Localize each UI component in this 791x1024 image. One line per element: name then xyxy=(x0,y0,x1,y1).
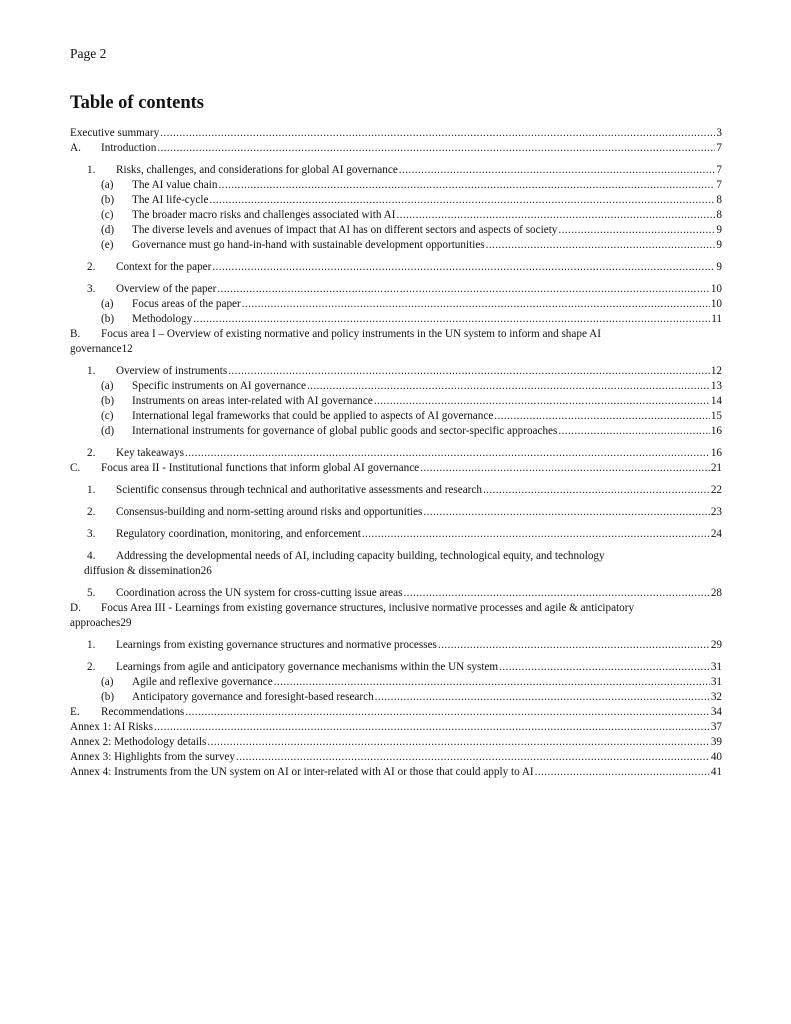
toc-entry-page: 32 xyxy=(710,691,722,703)
toc-entry[interactable] xyxy=(70,705,722,720)
toc-entry-number: (e) xyxy=(101,239,114,251)
toc-entry-text: Annex 1: AI Risks xyxy=(70,721,153,733)
dot-leader xyxy=(274,675,710,690)
toc-entry[interactable] xyxy=(70,193,722,208)
toc-title: Table of contents xyxy=(70,93,204,113)
toc-entry-page: 9 xyxy=(716,261,722,273)
toc-entry[interactable] xyxy=(70,163,722,178)
toc-entry-text: Coordination across the UN system for cross-cutting issue areas xyxy=(116,587,403,599)
toc-entry-page: 29 xyxy=(120,617,132,629)
dot-leader xyxy=(212,260,715,275)
dot-leader xyxy=(375,690,710,705)
toc-entry-page: 34 xyxy=(710,706,722,718)
toc-entry-page: 7 xyxy=(716,164,722,176)
toc-entry-page: 40 xyxy=(710,751,722,763)
dot-leader xyxy=(154,720,710,735)
toc-entry-page: 7 xyxy=(716,179,722,191)
toc-entry[interactable] xyxy=(70,379,722,394)
toc-entry-page: 22 xyxy=(710,484,722,496)
dot-leader xyxy=(499,660,710,675)
toc-entry-page: 29 xyxy=(710,639,722,651)
toc-entry-number: (b) xyxy=(101,395,115,407)
dot-leader xyxy=(228,364,710,379)
toc-entry-text: Focus Area III - Learnings from existing governance structures, inclusive normative processes and agile & anticipatory xyxy=(101,602,635,614)
toc-entry[interactable] xyxy=(70,409,722,424)
toc-entry-number: 1. xyxy=(87,365,96,377)
toc-entry-text: Governance must go hand-in-hand with sustainable development opportunities xyxy=(132,239,485,251)
dot-leader xyxy=(185,705,710,720)
toc-entry-text-continued: diffusion & dissemination xyxy=(84,565,201,577)
toc-entry[interactable] xyxy=(70,260,722,275)
toc-entry-number: B. xyxy=(70,328,81,340)
dot-leader xyxy=(362,527,710,542)
dot-leader xyxy=(160,126,715,141)
toc-entry-page: 7 xyxy=(716,142,722,154)
toc-entry-text: Methodology xyxy=(132,313,193,325)
toc-entry-page: 10 xyxy=(710,298,722,310)
toc-entry[interactable] xyxy=(70,446,722,461)
toc-entry-text: Risks, challenges, and considerations for global AI governance xyxy=(116,164,398,176)
toc-entry[interactable] xyxy=(70,586,722,601)
toc-entry-page: 13 xyxy=(710,380,722,392)
toc-entry-page: 26 xyxy=(200,565,212,577)
dot-leader xyxy=(558,223,715,238)
toc-entry-number: 1. xyxy=(87,164,96,176)
toc-entry[interactable] xyxy=(70,660,722,675)
toc-entry-number: 2. xyxy=(87,506,96,518)
toc-entry[interactable] xyxy=(70,720,722,735)
toc-entry[interactable] xyxy=(70,601,722,631)
toc-entry-number: (a) xyxy=(101,179,114,191)
toc-entry-number: (b) xyxy=(101,313,115,325)
toc-entry-text: Regulatory coordination, monitoring, and enforcement xyxy=(116,528,361,540)
toc-entry-text: Focus area I – Overview of existing normative and policy instruments in the UN system to inform and shape AI xyxy=(101,328,601,340)
toc-entry-number: (d) xyxy=(101,425,115,437)
toc-entry[interactable] xyxy=(70,208,722,223)
toc-entry-page: 16 xyxy=(710,425,722,437)
toc-entry-page: 11 xyxy=(711,313,722,325)
toc-entry-number: A. xyxy=(70,142,81,154)
toc-entry-text: Addressing the developmental needs of AI, including capacity building, technological equity, and technology xyxy=(116,550,605,562)
toc-entry-text: Learnings from existing governance structures and normative processes xyxy=(116,639,437,651)
toc-entry[interactable] xyxy=(70,141,722,156)
toc-entry[interactable] xyxy=(70,483,722,498)
toc-entry-number: 3. xyxy=(87,528,96,540)
toc-entry-number: (a) xyxy=(101,380,114,392)
toc-entry[interactable] xyxy=(70,690,722,705)
toc-entry-page: 10 xyxy=(710,283,722,295)
dot-leader xyxy=(396,208,715,223)
dot-leader xyxy=(207,735,709,750)
toc-entry-page: 31 xyxy=(710,661,722,673)
toc-entry-text: Anticipatory governance and foresight-based research xyxy=(132,691,374,703)
toc-entry-number: (c) xyxy=(101,410,114,422)
toc-entry-number: (a) xyxy=(101,298,114,310)
toc-entry-page: 37 xyxy=(710,721,722,733)
toc-entry-page: 14 xyxy=(710,395,722,407)
toc-entry-page: 9 xyxy=(716,239,722,251)
toc-entry[interactable] xyxy=(70,424,722,439)
toc-entry-line xyxy=(70,327,722,342)
dot-leader xyxy=(403,586,709,601)
toc-entry[interactable] xyxy=(70,549,722,579)
dot-leader xyxy=(558,424,709,439)
toc-entry-text: Key takeaways xyxy=(116,447,185,459)
toc-entry[interactable] xyxy=(70,394,722,409)
toc-entry-number: (b) xyxy=(101,194,115,206)
toc-entry-text: The AI life-cycle xyxy=(132,194,209,206)
toc-entry[interactable] xyxy=(70,282,722,297)
toc-entry-text: Instruments on areas inter-related with AI governance xyxy=(132,395,373,407)
toc-entry-text: Annex 2: Methodology details xyxy=(70,736,207,748)
dot-leader xyxy=(423,505,709,520)
toc-entry-number: (b) xyxy=(101,691,115,703)
toc-entry-text: Focus areas of the paper xyxy=(132,298,241,310)
toc-entry[interactable] xyxy=(70,178,722,193)
toc-entry-number: 2. xyxy=(87,447,96,459)
toc-entry-number: C. xyxy=(70,462,81,474)
toc-entry[interactable] xyxy=(70,126,722,141)
toc-entry-text: The diverse levels and avenues of impact that AI has on different sectors and aspects of society xyxy=(132,224,558,236)
toc-entry-page: 8 xyxy=(716,209,722,221)
toc-entry-text: Annex 3: Highlights from the survey xyxy=(70,751,235,763)
toc-entry-text: Introduction xyxy=(101,142,157,154)
toc-entry-text: Recommendations xyxy=(101,706,185,718)
dot-leader xyxy=(185,446,710,461)
table-of-contents xyxy=(70,126,722,780)
dot-leader xyxy=(399,163,716,178)
toc-entry-number: 5. xyxy=(87,587,96,599)
toc-entry-text: International instruments for governance of global public goods and sector-specific approaches xyxy=(132,425,558,437)
toc-entry-page: 12 xyxy=(710,365,722,377)
toc-entry-line xyxy=(87,549,722,564)
dot-leader xyxy=(217,282,709,297)
toc-entry-continuation xyxy=(84,564,722,579)
toc-entry-text: Scientific consensus through technical and authoritative assessments and research xyxy=(116,484,482,496)
toc-entry-page: 39 xyxy=(710,736,722,748)
toc-entry-text: Learnings from agile and anticipatory governance mechanisms within the UN system xyxy=(116,661,499,673)
toc-entry-number: 2. xyxy=(87,261,96,273)
toc-entry-page: 21 xyxy=(710,462,722,474)
toc-entry-page: 15 xyxy=(710,410,722,422)
toc-entry-text: Context for the paper xyxy=(116,261,212,273)
toc-entry-page: 28 xyxy=(710,587,722,599)
toc-entry-page: 12 xyxy=(121,343,133,355)
toc-entry-number: 2. xyxy=(87,661,96,673)
dot-leader xyxy=(236,750,710,765)
toc-entry-page: 41 xyxy=(710,766,722,778)
toc-entry-text: Focus area II - Institutional functions that inform global AI governance xyxy=(101,462,420,474)
dot-leader xyxy=(374,394,710,409)
toc-entry[interactable] xyxy=(70,675,722,690)
toc-entry-line xyxy=(70,601,722,616)
toc-entry-number: (a) xyxy=(101,676,114,688)
toc-entry[interactable] xyxy=(70,461,722,476)
toc-entry[interactable] xyxy=(70,223,722,238)
toc-entry-number: E. xyxy=(70,706,80,718)
toc-entry[interactable] xyxy=(70,327,722,357)
dot-leader xyxy=(438,638,710,653)
toc-entry-text: Overview of the paper xyxy=(116,283,217,295)
toc-entry-text: International legal frameworks that could be applied to aspects of AI governance xyxy=(132,410,494,422)
toc-entry-text-continued: approaches xyxy=(70,617,121,629)
toc-entry[interactable] xyxy=(70,312,722,327)
dot-leader xyxy=(209,193,715,208)
toc-entry-text: Consensus-building and norm-setting around risks and opportunities xyxy=(116,506,423,518)
toc-entry[interactable] xyxy=(70,238,722,253)
toc-entry-page: 8 xyxy=(716,194,722,206)
dot-leader xyxy=(193,312,710,327)
toc-entry-page: 31 xyxy=(710,676,722,688)
toc-entry[interactable] xyxy=(70,364,722,379)
toc-entry-text: Agile and reflexive governance xyxy=(132,676,273,688)
dot-leader xyxy=(218,178,715,193)
dot-leader xyxy=(535,765,710,780)
toc-entry[interactable] xyxy=(70,638,722,653)
toc-entry-continuation xyxy=(70,342,722,357)
toc-entry-number: D. xyxy=(70,602,81,614)
toc-entry[interactable] xyxy=(70,750,722,765)
dot-leader xyxy=(307,379,710,394)
toc-entry-continuation xyxy=(70,616,722,631)
toc-entry-number: (c) xyxy=(101,209,114,221)
toc-entry-page: 9 xyxy=(716,224,722,236)
dot-leader xyxy=(420,461,710,476)
dot-leader xyxy=(483,483,710,498)
toc-entry-text-continued: governance xyxy=(70,343,122,355)
toc-entry-page: 16 xyxy=(710,447,722,459)
toc-entry-text: Executive summary xyxy=(70,127,160,139)
toc-entry-text: The AI value chain xyxy=(132,179,218,191)
toc-entry[interactable] xyxy=(70,505,722,520)
toc-entry-text: The broader macro risks and challenges associated with AI xyxy=(132,209,396,221)
page-label: Page 2 xyxy=(70,46,107,61)
dot-leader xyxy=(486,238,716,253)
toc-entry-number: 1. xyxy=(87,639,96,651)
toc-entry-text: Overview of instruments xyxy=(116,365,228,377)
toc-entry-number: (d) xyxy=(101,224,115,236)
toc-entry-number: 1. xyxy=(87,484,96,496)
toc-entry[interactable] xyxy=(70,735,722,750)
dot-leader xyxy=(242,297,710,312)
toc-entry-page: 3 xyxy=(716,127,722,139)
toc-entry[interactable] xyxy=(70,297,722,312)
toc-entry-text: Annex 4: Instruments from the UN system on AI or inter-related with AI or those that could apply to AI xyxy=(70,766,534,778)
toc-entry-number: 3. xyxy=(87,283,96,295)
toc-entry[interactable] xyxy=(70,527,722,542)
toc-entry-page: 23 xyxy=(710,506,722,518)
toc-entry-number: 4. xyxy=(87,550,96,562)
toc-entry[interactable] xyxy=(70,765,722,780)
toc-entry-page: 24 xyxy=(710,528,722,540)
toc-entry-text: Specific instruments on AI governance xyxy=(132,380,306,392)
dot-leader xyxy=(494,409,710,424)
dot-leader xyxy=(157,141,715,156)
